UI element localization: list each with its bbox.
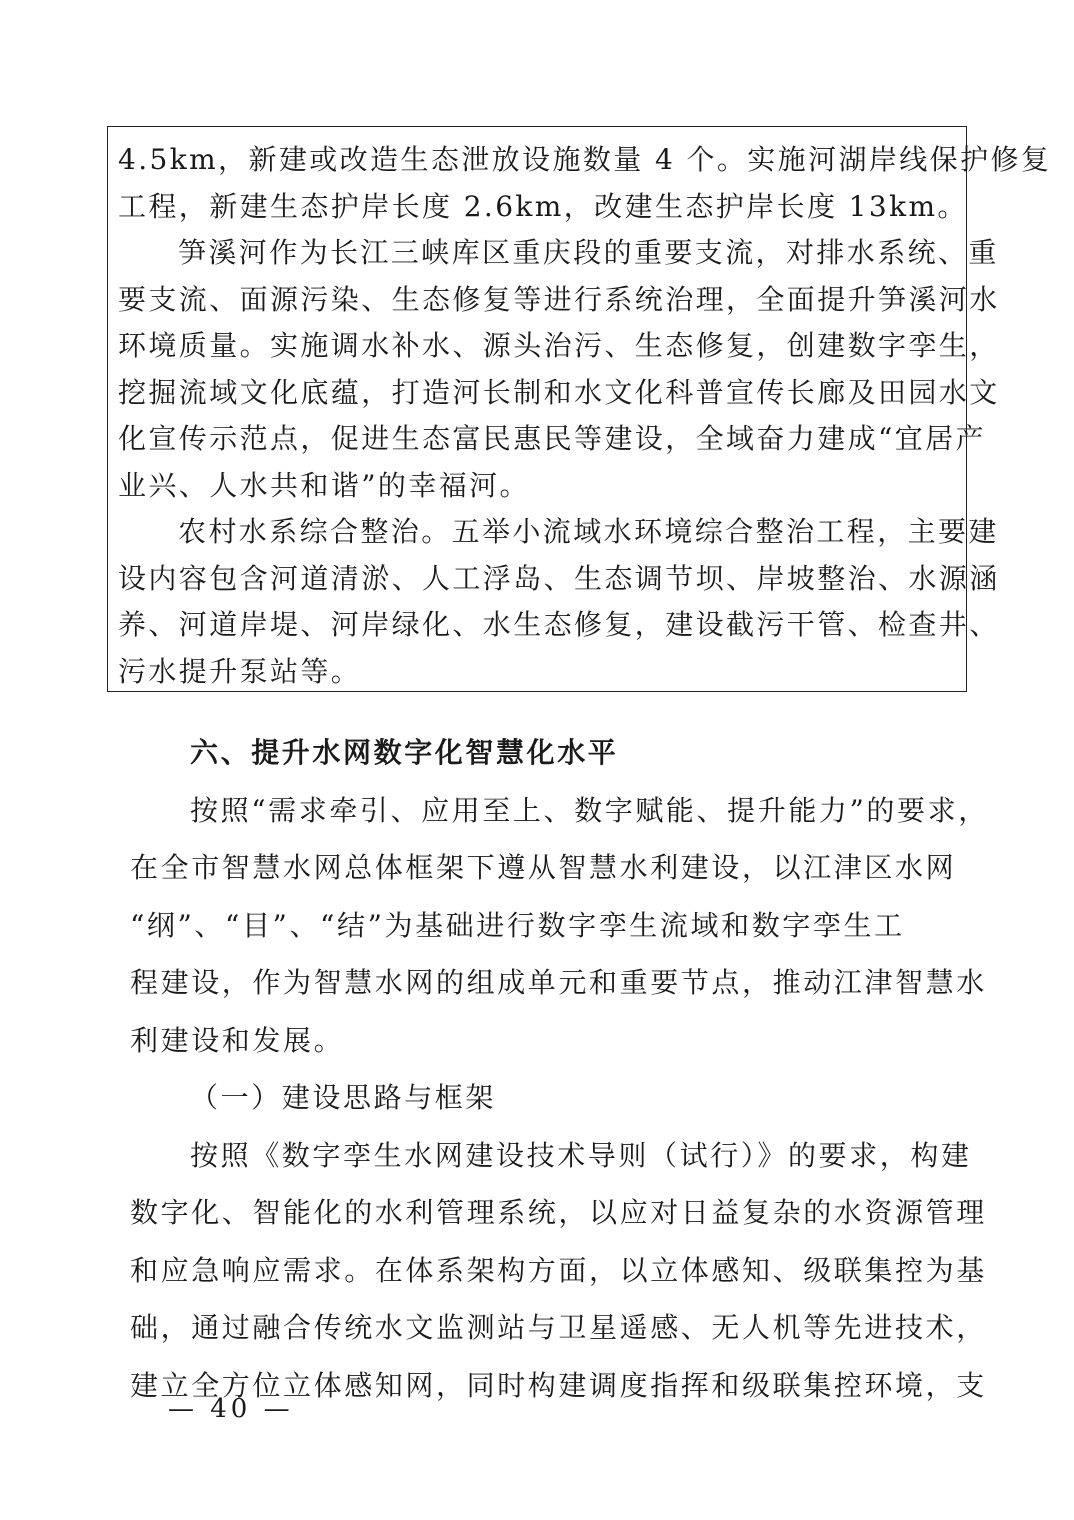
text-line: 农村水系综合整治。五举小流域水环境综合整治工程，主要建 [178,515,999,548]
paragraph-line: 按照《数字孪生水网建设技术导则（试行）》的要求，构建 [190,1138,972,1172]
text-line: 污水提升泵站等。 [118,654,362,688]
paragraph-line: 数字化、智能化的水利管理系统，以应对日益复杂的水资源管理 [130,1196,987,1229]
text-line: 设内容包含河道清淤、人工浮岛、生态调节坝、岸坡整治、水源涵 [118,561,1000,595]
section-heading: 六、提升水网数字化智慧化水平 [190,736,619,769]
paragraph-line: 础，通过融合传统水文监测站与卫星遥感、无人机等先进技术， [130,1311,987,1344]
paragraph-line: 按照“需求牵引、应用至上、数字赋能、提升能力”的要求， [190,793,989,827]
text-line: 4.5km，新建或改造生态泄放设施数量 4 个。实施河湖岸线保护修复 [118,143,1052,176]
text-line: 要支流、面源污染、生态修复等进行系统治理，全面提升笋溪河水 [118,282,1000,316]
text-line: 业兴、人水共和谐”的幸福河。 [118,468,530,502]
page-number: — 40 — [168,1394,294,1424]
boxed-text-section [107,126,1052,692]
paragraph-line: 利建设和发展。 [130,1023,345,1057]
text-line: 养、河道岸堤、河岸绿化、水生态修复，建设截污干管、检查井、 [118,608,1000,641]
paragraph-line: 在全市智慧水网总体框架下遵从智慧水利建设，以江津区水网 [130,851,957,884]
main-body-text [130,724,989,1414]
subsection-heading: （一）建设思路与框架 [190,1081,497,1114]
paragraph-line: 建立全方位立体感知网，同时构建调度指挥和级联集控环境，支 [130,1368,987,1402]
text-line: 笋溪河作为长江三峡库区重庆段的重要支流，对排水系统、重 [178,236,999,269]
paragraph-line: 程建设，作为智慧水网的组成单元和重要节点，推动江津智慧水 [130,966,987,999]
text-line: 化宣传示范点，促进生态富民惠民等建设，全域奋力建成“宜居产 [118,422,986,455]
text-line: 挖掘流域文化底蕴，打造河长制和水文化科普宣传长廊及田园水文 [118,375,1000,409]
paragraph-line: 和应急响应需求。在体系架构方面，以立体感知、级联集控为基 [130,1253,987,1287]
text-line: 环境质量。实施调水补水、源头治污、生态修复，创建数字孪生， [118,329,1000,362]
text-line: 工程，新建生态护岸长度 2.6km，改建生态护岸长度 13km。 [118,189,968,223]
paragraph-line: “纲”、“目”、“结”为基础进行数字孪生流域和数字孪生工 [130,908,905,942]
